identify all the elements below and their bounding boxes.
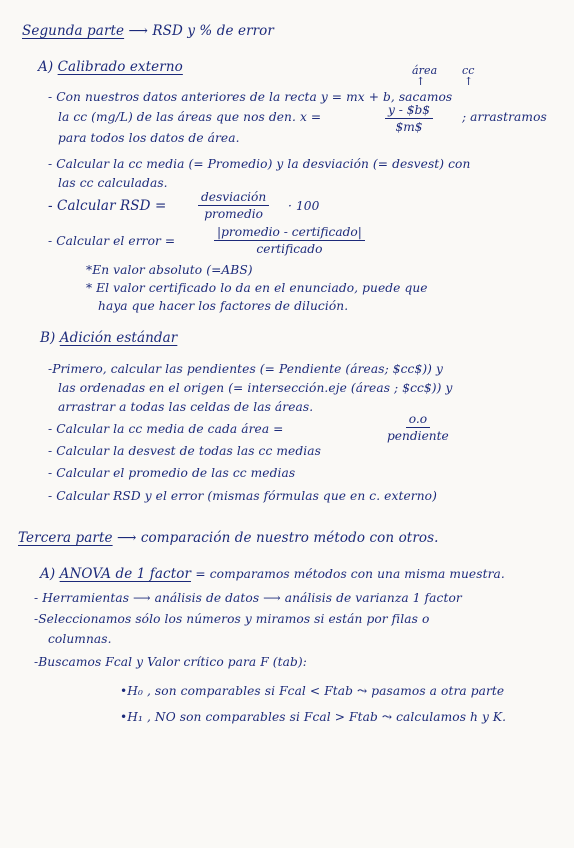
up-arrow-icon: ↑ [416,75,426,88]
hypothesis-h1: •H₁ , NO son comparables si Fcal > Ftab ⤳ calculamos h y K. [120,710,507,724]
anova-bullet-2-line-2: columnas. [48,632,112,646]
rsd-numerator: desviación [198,190,269,206]
annotation-area: área [412,64,438,77]
subsection-a-heading [38,60,183,75]
section-2-heading [22,24,274,39]
calibrado-bullet-1-drag: ; arrastramos [462,110,547,124]
rsd-formula-prefix: - Calcular RSD = [48,198,167,214]
adicion-bullet-5: - Calcular RSD y el error (mismas fórmulas que en c. externo) [48,489,437,503]
anova-heading [40,567,505,582]
anova-title: ANOVA de 1 factor [59,566,192,582]
subsection-b-label: B) [40,330,56,346]
adicion-bullet-1-line-1: -Primero, calcular las pendientes (= Pendiente (áreas; $cc$)) y [48,362,443,376]
subsection-b-title: Adición estándar [59,330,178,346]
x-formula-numerator: y - $b$ [385,103,433,119]
note-certified-line-2: haya que hacer los factores de dilución. [98,299,349,313]
subsection-a-title: Calibrado externo [57,59,183,75]
note-absolute-value: *En valor absoluto (=ABS) [86,263,253,277]
adicion-bullet-1-line-3: arrastrar a todas las celdas de las áreas. [58,400,314,414]
section-3-heading [18,531,439,546]
note-certified-line-1: * El valor certificado lo da en el enunciado, puede que [86,281,428,295]
annotation-cc: cc [462,64,475,77]
anova-label: A) [40,566,56,582]
calibrado-bullet-1-line-3: para todos los datos de área. [58,131,240,145]
calibrado-bullet-2-line-1: - Calcular la cc media (= Promedio) y la desviación (= desvest) con [48,157,471,171]
cc-media-numerator: o.o [406,412,430,428]
x-formula-denominator: $m$ [395,120,423,134]
section-2-title: Segunda parte [22,23,125,39]
anova-description: = comparamos métodos con una misma muestra. [195,567,505,581]
error-numerator: |promedio - certificado| [214,225,365,241]
subsection-b-heading [40,331,177,346]
adicion-bullet-4: - Calcular el promedio de las cc medias [48,466,296,480]
section-3-arrow: ⟶ [117,530,137,546]
subsection-a-label: A) [38,59,54,75]
rsd-fraction [198,190,269,221]
section-3-title: Tercera parte [18,530,113,546]
calibrado-bullet-1-line-2: la cc (mg/L) de las áreas que nos den. x = [58,110,322,124]
anova-bullet-2-line-1: -Seleccionamos sólo los números y miramos si están por filas o [34,612,430,626]
hypothesis-h0: •H₀ , son comparables si Fcal < Ftab ⤳ pasamos a otra parte [120,684,505,698]
cc-media-fraction [384,412,452,443]
section-2-subtitle: RSD y % de error [152,23,274,39]
up-arrow-icon: ↑ [464,75,474,88]
adicion-bullet-3: - Calcular la desvest de todas las cc medias [48,444,321,458]
anova-bullet-3: -Buscamos Fcal y Valor crítico para F (tab): [34,655,307,669]
rsd-multiplier: · 100 [288,199,320,213]
x-formula-fraction [385,103,433,134]
adicion-bullet-2: - Calcular la cc media de cada área = [48,422,284,436]
adicion-bullet-1-line-2: las ordenadas en el origen (= intersección.eje (áreas ; $cc$)) y [58,381,453,395]
anova-bullet-1: - Herramientas ⟶ análisis de datos ⟶ análisis de varianza 1 factor [34,591,462,605]
error-fraction [214,225,365,256]
section-2-arrow: ⟶ [128,23,148,39]
error-formula-prefix: - Calcular el error = [48,234,176,248]
rsd-denominator: promedio [204,207,263,221]
section-3-subtitle: comparación de nuestro método con otros. [140,530,439,546]
error-denominator: certificado [256,242,323,256]
cc-media-denominator: pendiente [387,429,449,443]
calibrado-bullet-1-line-1: - Con nuestros datos anteriores de la recta y = mx + b, sacamos [48,90,453,104]
calibrado-bullet-2-line-2: las cc calculadas. [58,176,168,190]
